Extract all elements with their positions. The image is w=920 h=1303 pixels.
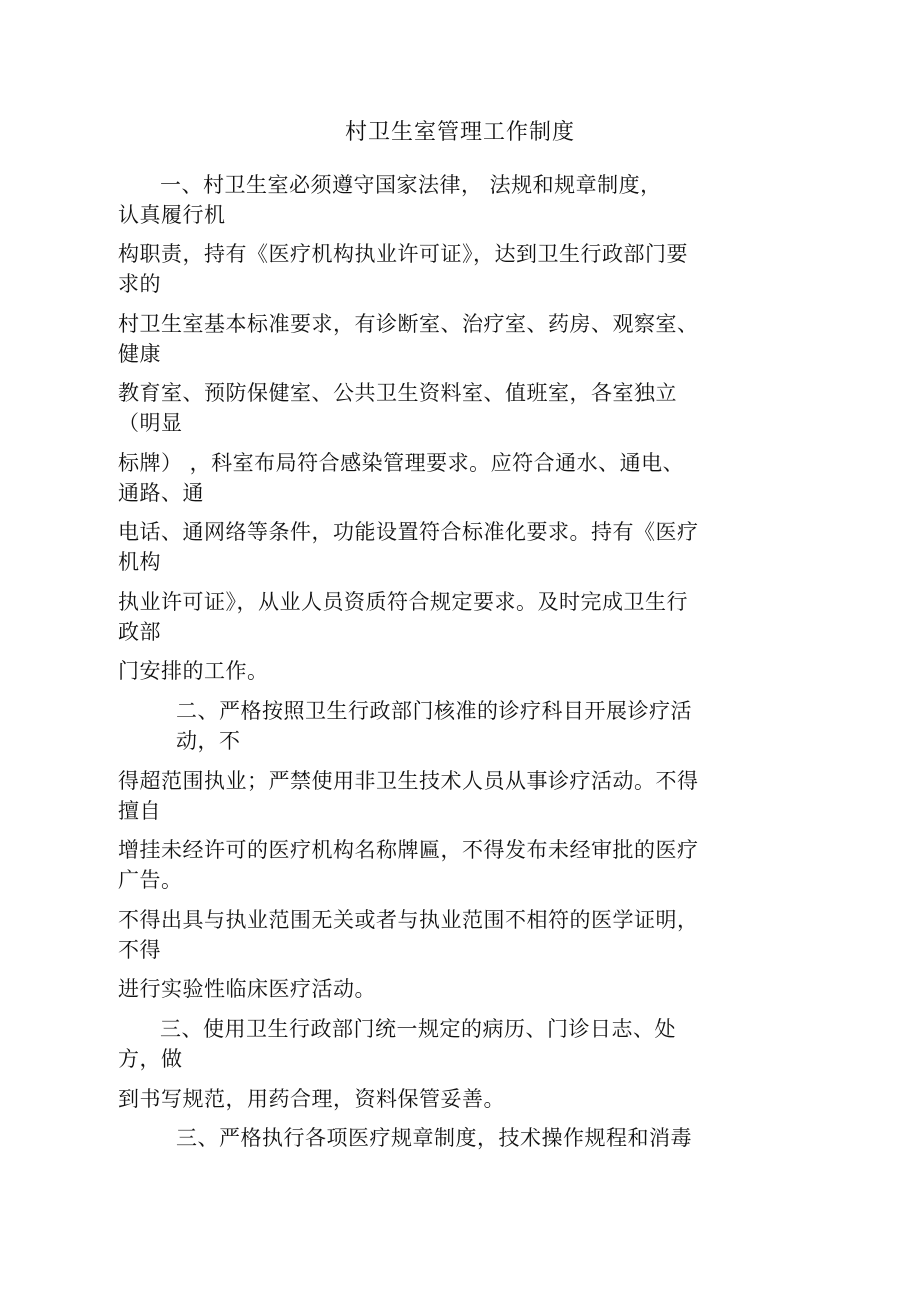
text-line: 构职责，持有《医疗机构执业许可证》，达到卫生行政部门要 — [118, 242, 688, 266]
text-line: 增挂未经许可的医疗机构名称牌匾，不得发布未经审批的医疗 — [118, 838, 699, 862]
text-line: 教育室、预防保健室、公共卫生资料室、值班室，各室独立 — [118, 381, 677, 405]
text-line: 不得 — [118, 938, 161, 962]
text-line: 方，做 — [118, 1047, 183, 1071]
text-line: 政部 — [118, 620, 161, 644]
text-line: 一、村卫生室必须遵守国家法律， 法规和规章制度， — [160, 173, 662, 197]
text-line: 认真履行机 — [118, 203, 226, 227]
text-line: 健康 — [118, 342, 161, 366]
text-line: 执业许可证》，从业人员资质符合规定要求。及时完成卫生行 — [118, 590, 688, 614]
text-line: 标牌） ，科室布局符合感染管理要求。应符合通水、通电、 — [118, 451, 685, 475]
document-title: 村卫生室管理工作制度 — [344, 120, 575, 145]
text-line: 通路、通 — [118, 481, 204, 505]
text-line: 三、严格执行各项医疗规章制度，技术操作规程和消毒 — [176, 1126, 692, 1150]
text-line: 不得出具与执业范围无关或者与执业范围不相符的医学证明， — [118, 908, 699, 932]
text-line: 求的 — [118, 272, 161, 296]
text-line: 进行实验性临床医疗活动。 — [118, 977, 376, 1001]
text-line: 动，不 — [176, 729, 241, 753]
text-line: 门安排的工作。 — [118, 659, 269, 683]
text-line: 得超范围执业；严禁使用非卫生技术人员从事诊疗活动。不得 — [118, 769, 699, 793]
text-line: 二、严格按照卫生行政部门核准的诊疗科目开展诊疗活 — [176, 699, 692, 723]
text-line: 机构 — [118, 550, 161, 574]
text-line: （明显 — [118, 411, 183, 435]
text-line: 到书写规范，用药合理，资料保管妥善。 — [118, 1087, 505, 1111]
text-line: 广告。 — [118, 868, 183, 892]
text-line: 村卫生室基本标准要求，有诊断室、治疗室、药房、观察室、 — [118, 312, 699, 336]
text-line: 电话、通网络等条件，功能设置符合标准化要求。持有《医疗 — [118, 520, 699, 544]
text-line: 三、使用卫生行政部门统一规定的病历、门诊日志、处 — [160, 1017, 676, 1041]
text-line: 擅自 — [118, 799, 161, 823]
